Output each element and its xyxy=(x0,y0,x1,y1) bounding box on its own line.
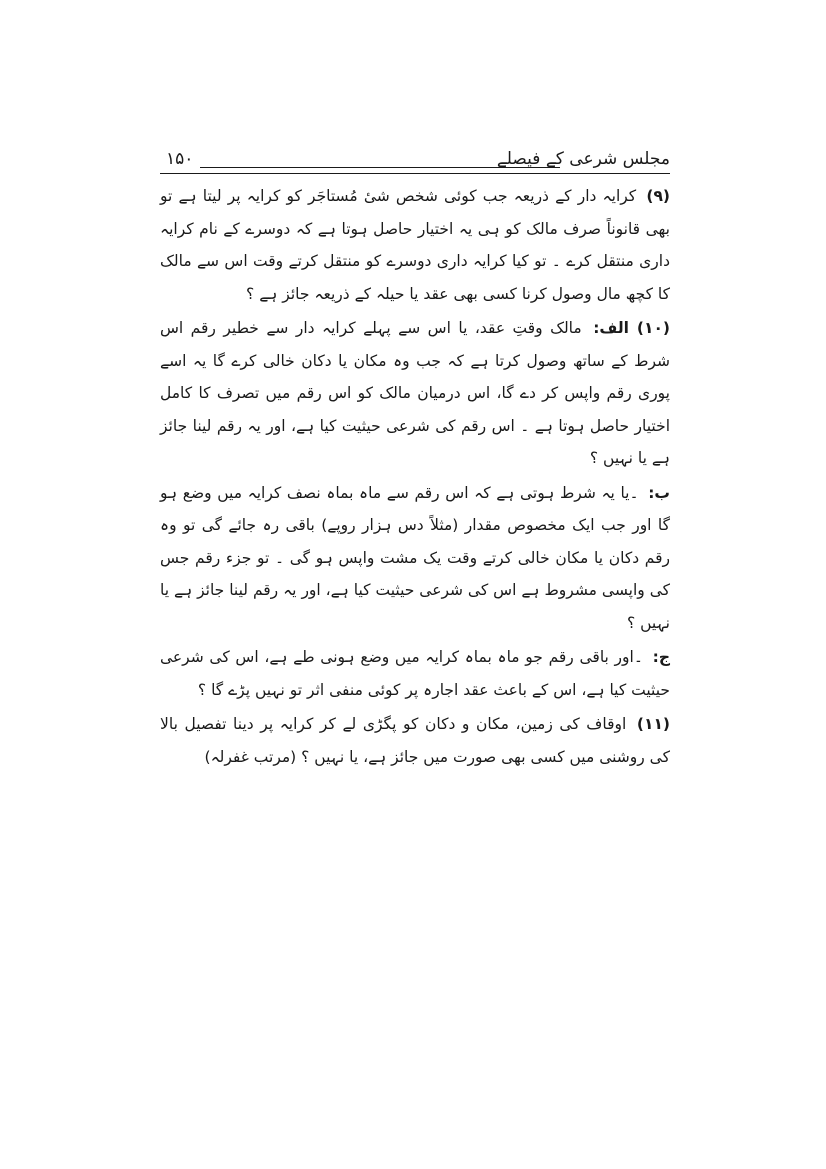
header-title: مجلس شرعی کے فیصلے xyxy=(496,149,670,169)
paragraph-marker: (۹) xyxy=(646,187,670,205)
paragraph-11 xyxy=(160,708,670,773)
header-rule xyxy=(160,173,670,174)
paragraph-text: کرایہ دار کے ذریعہ جب کوئی شخص شیٔ مُستاجَر کو کرایہ پر لیتا ہے تو بھی قانوناً صرف مالک کو ہی یہ اختیار حاصل ہوتا ہے کہ دوسرے کے نام کرایہ داری منتقل کرے ۔ تو کیا کرایہ داری دوسرے کو منتقل کرتے وقت اس سے مالک کا کچھ مال وصول کرنا کسی بھی عقد یا حیلہ کے ذریعہ جائز ہے ؟ xyxy=(160,187,670,303)
paragraph-marker: ب: xyxy=(648,483,670,502)
paragraph-10-bay xyxy=(160,477,670,640)
paragraph-text: ۔یا یہ شرط ہوتی ہے کہ اس رقم سے ماہ بماہ نصف کرایہ میں وضع ہو گا اور جب ایک مخصوص مقدار (مثلاً دس ہزار روپے) باقی رہ جائے گی تو وہ رقم دکان یا مکان خالی کرتے وقت یک مشت واپس ہو گی ۔ تو جزء رقم جس کی واپسی مشروط ہے اس کی شرعی حیثیت کیا ہے، اور یہ رقم لینا جائز ہے یا نہیں ؟ xyxy=(160,483,670,632)
paragraph-text: مالک وقتِ عقد، یا اس سے پہلے کرایہ دار سے خطیر رقم اس شرط کے ساتھ وصول کرتا ہے کہ جب وہ مکان یا دکان خالی کرے گا یہ اسے پوری رقم واپس کر دے گا، اس درمیان مالک کو اس رقم میں تصرف کا کامل اختیار حاصل ہوتا ہے ۔ اس رقم کی شرعی حیثیت کیا ہے، اور یہ رقم لینا جائز ہے یا نہیں ؟ xyxy=(160,319,670,467)
paragraph-marker: (۱۰) الف: xyxy=(593,319,671,337)
paragraph-marker: ج: xyxy=(652,648,670,666)
page-number: ۱۵۰ xyxy=(166,149,194,169)
paragraph-marker: (۱۱) xyxy=(636,715,670,733)
paragraph-10-alif xyxy=(160,312,670,475)
header-divider xyxy=(200,167,560,168)
paragraph-9 xyxy=(160,180,670,310)
paragraph-10-jeem xyxy=(160,641,670,706)
paragraph-text: اوقاف کی زمین، مکان و دکان کو پگڑی لے کر کرایہ پر دینا تفصیل بالا کی روشنی میں کسی بھی صورت میں جائز ہے، یا نہیں ؟ (مرتب غفرلہ) xyxy=(160,715,670,766)
document-body xyxy=(160,180,670,775)
paragraph-text: ۔اور باقی رقم جو ماہ بماہ کرایہ میں وضع ہونی طے ہے، اس کی شرعی حیثیت کیا ہے، اس کے باعث عقد اجارہ پر کوئی منفی اثر تو نہیں پڑے گا ؟ xyxy=(160,648,670,699)
running-header xyxy=(160,146,670,176)
